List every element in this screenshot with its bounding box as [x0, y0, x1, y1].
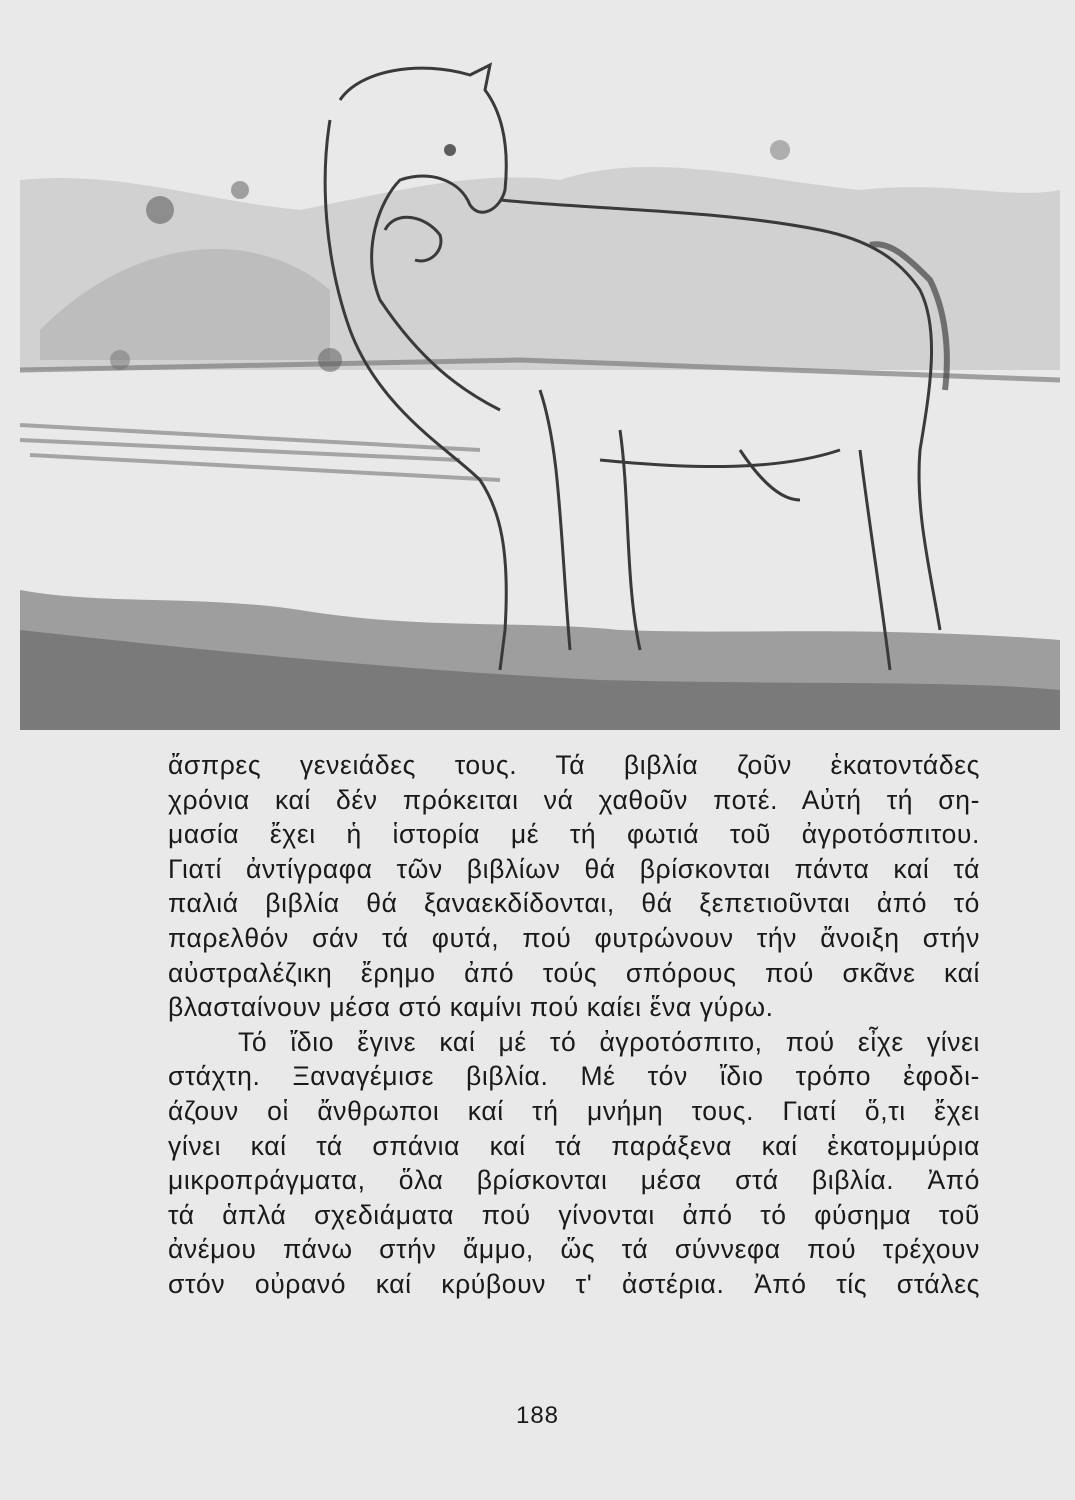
body-text [168, 748, 980, 1302]
text-line: ἄσπρες γενειάδες τους. Τά βιβλία ζοῦν ἑκατοντάδες [168, 750, 980, 780]
text-line: στόν οὐρανό καί κρύβουν τ' ἀστέρια. Ἀπό τίς στάλες [168, 1268, 980, 1299]
text-line: μασία ἔχει ἡ ἱστορία μέ τή φωτιά τοῦ ἀγροτόσπιτου. [168, 819, 980, 850]
horses-ink-illustration [0, 30, 1075, 730]
text-line: άζουν οἱ ἄνθρωποι καί τή μνήμη τους. Γιατί ὅ,τι ἔχει [168, 1095, 980, 1126]
text-line: Τό ἴδιο ἔγινε καί μέ τό ἀγροτόσπιτο, πού εἶχε γίνει [238, 1026, 980, 1057]
page-number: 188 [515, 1402, 560, 1429]
text-line: παλιά βιβλία θά ξαναεκδίδονται, θά ξεπετιοῦνται ἀπό τό [168, 888, 980, 919]
text-line: γίνει καί τά σπάνια καί τά παράξενα καί ἑκατομμύρια [168, 1130, 980, 1161]
text-line: μικροπράγματα, ὅλα βρίσκονται μέσα στά βιβλία. Ἀπό [168, 1165, 980, 1196]
text-line: τά ἁπλά σχεδιάματα πού γίνονται ἀπό τό φύσημα τοῦ [168, 1199, 980, 1230]
text-line: ἀνέμου πάνω στήν ἄμμο, ὥς τά σύννεφα πού τρέχουν [168, 1234, 980, 1265]
text-line: Γιατί ἀντίγραφα τῶν βιβλίων θά βρίσκονται πάντα καί τά [168, 853, 980, 884]
text-line: στάχτη. Ξαναγέμισε βιβλία. Μέ τόν ἴδιο τρόπο ἐφοδι- [168, 1061, 980, 1092]
text-line: βλασταίνουν μέσα στό καμίνι πού καίει ἕνα γύρω. [168, 992, 774, 1023]
text-line: παρελθόν σάν τά φυτά, πού φυτρώνουν τήν ἄνοιξη στήν [168, 922, 980, 953]
text-line: χρόνια καί δέν πρόκειται νά χαθοῦν ποτέ. Αὐτή τή ση- [168, 784, 980, 815]
text-line: αὐστραλέζικη ἔρημο ἀπό τούς σπόρους πού σκᾶνε καί [168, 957, 980, 988]
